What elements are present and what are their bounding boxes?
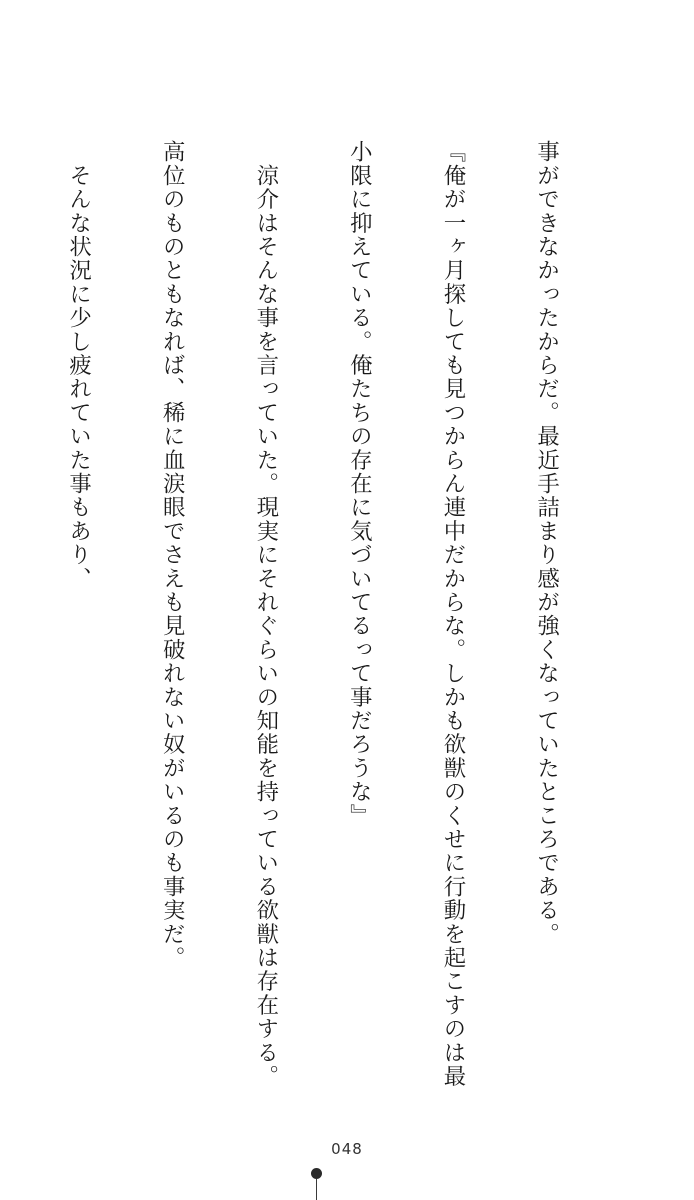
text-line: 事ができなかったからだ。最近手詰まり感が強くなっていたところである。 [533, 140, 560, 946]
text-line: 小限に抑えている。俺たちの存在に気づいてるって事だろうな』 [346, 140, 373, 828]
page-number: 048 [331, 1140, 363, 1158]
page-marker-line [316, 1179, 317, 1200]
text-line: そんな状況に少し疲れていた事もあり、 [65, 140, 92, 591]
text-line: 高位のものともなれば、稀に血涙眼でさえも見破れない奴がいるのも事実だ。 [159, 140, 186, 970]
vertical-text-body [34, 140, 624, 1088]
text-line: 涼介はそんな事を言っていた。現実にそれぐらいの知能を持っている欲獣は存在する。 [252, 140, 279, 1088]
page-marker-dot-icon [311, 1168, 322, 1179]
text-line: 『俺が一ヶ月探しても見つからん連中だからな。しかも欲獣のくせに行動を起こすのは最 [439, 140, 466, 1088]
